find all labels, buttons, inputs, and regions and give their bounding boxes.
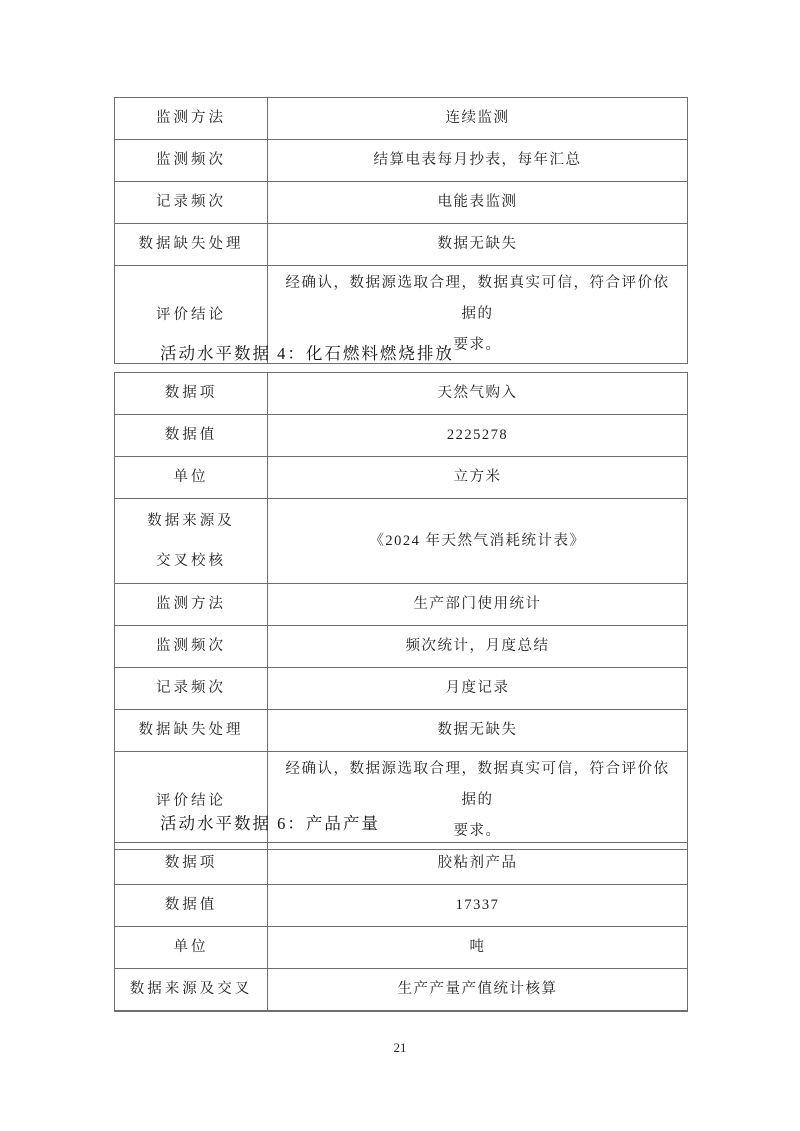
table-row [115, 752, 688, 850]
row-value: 生产部门使用统计 [268, 584, 688, 626]
row-value: 生产产量产值统计核算 [268, 969, 688, 1012]
table-row [115, 927, 688, 969]
table-row [115, 457, 688, 499]
row-value: 《2024 年天然气消耗统计表》 [268, 499, 688, 584]
row-label: 监测方法 [115, 98, 268, 140]
row-label: 数据来源及交叉 [115, 969, 268, 1012]
section-heading-activity-4: 活动水平数据 4：化石燃料燃烧排放 [160, 344, 454, 363]
table-row [115, 885, 688, 927]
row-value: 2225278 [268, 415, 688, 457]
table-row [115, 710, 688, 752]
table-row [115, 98, 688, 140]
row-label: 单位 [115, 457, 268, 499]
table-row [115, 182, 688, 224]
row-label: 数据项 [115, 843, 268, 885]
row-label: 单位 [115, 927, 268, 969]
row-value: 天然气购入 [268, 373, 688, 415]
row-label: 评价结论 [115, 266, 268, 364]
row-value: 月度记录 [268, 668, 688, 710]
row-label: 数据值 [115, 885, 268, 927]
row-label: 数据来源及 交叉校核 [115, 499, 268, 584]
row-value: 胶粘剂产品 [268, 843, 688, 885]
row-value: 经确认，数据源选取合理，数据真实可信，符合评价依据的 要求。 [268, 752, 688, 850]
table-row [115, 499, 688, 584]
row-value: 频次统计，月度总结 [268, 626, 688, 668]
table-row [115, 843, 688, 885]
row-label: 数据缺失处理 [115, 224, 268, 266]
table-row [115, 626, 688, 668]
row-label: 监测频次 [115, 626, 268, 668]
row-label: 数据值 [115, 415, 268, 457]
row-label: 监测方法 [115, 584, 268, 626]
activity-table-product-output [114, 842, 688, 1012]
table-row [115, 584, 688, 626]
page-number: 21 [393, 1040, 407, 1055]
row-label: 数据项 [115, 373, 268, 415]
row-value: 结算电表每月抄表，每年汇总 [268, 140, 688, 182]
row-label: 监测频次 [115, 140, 268, 182]
row-value: 数据无缺失 [268, 710, 688, 752]
row-label: 记录频次 [115, 182, 268, 224]
activity-table-fossil-fuel [114, 372, 688, 850]
row-value: 连续监测 [268, 98, 688, 140]
row-value: 吨 [268, 927, 688, 969]
table-row [115, 668, 688, 710]
row-value: 17337 [268, 885, 688, 927]
row-label: 记录频次 [115, 668, 268, 710]
monitoring-table-electricity [114, 97, 688, 364]
table-row [115, 969, 688, 1012]
table-row [115, 140, 688, 182]
table-row [115, 224, 688, 266]
row-value: 经确认，数据源选取合理，数据真实可信，符合评价依据的 要求。 [268, 266, 688, 364]
row-value: 数据无缺失 [268, 224, 688, 266]
row-label: 数据缺失处理 [115, 710, 268, 752]
row-label: 评价结论 [115, 752, 268, 850]
section-heading-activity-6: 活动水平数据 6：产品产量 [160, 814, 380, 833]
table-row [115, 373, 688, 415]
row-value: 立方米 [268, 457, 688, 499]
table-row [115, 415, 688, 457]
row-value: 电能表监测 [268, 182, 688, 224]
